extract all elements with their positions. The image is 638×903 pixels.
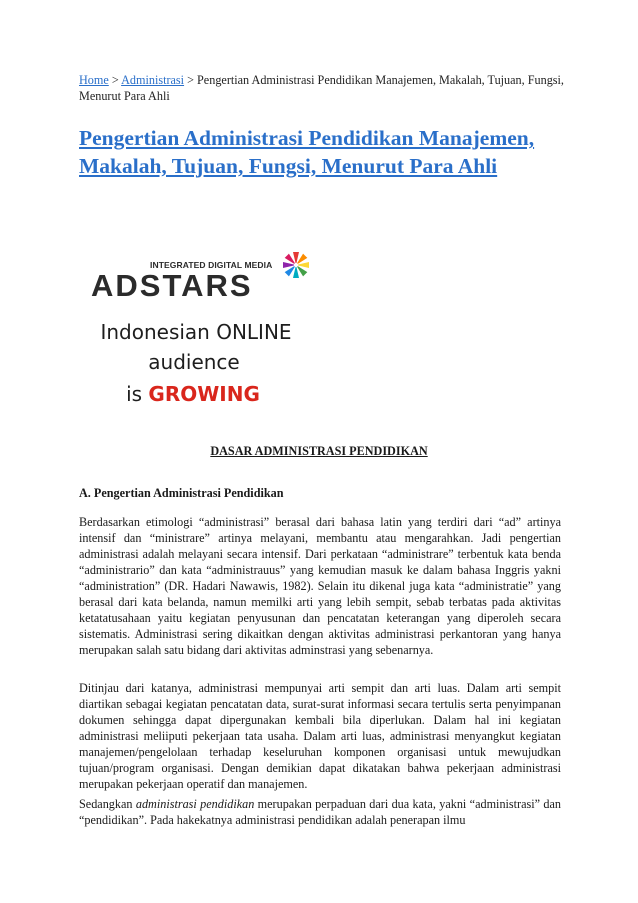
breadcrumb-category-link[interactable]: Administrasi bbox=[121, 73, 185, 87]
adstars-banner-ad[interactable] bbox=[84, 246, 324, 418]
ad-headline-prefix: is bbox=[126, 382, 149, 406]
breadcrumb bbox=[79, 72, 569, 104]
breadcrumb-separator: > bbox=[108, 73, 122, 87]
section-heading: DASAR ADMINISTRASI PENDIDIKAN bbox=[210, 444, 428, 458]
ad-highlight-text: GROWING bbox=[148, 382, 260, 406]
ad-headline-line-1: Indonesian ONLINE bbox=[100, 320, 292, 344]
ad-headline-line-2: audience bbox=[148, 350, 240, 374]
paragraph-text: Sedangkan bbox=[79, 797, 136, 811]
paragraph-etimologi: Berdasarkan etimologi “administrasi” berasal dari bahasa latin yang terdiri dari “ad” artinya intensif dan “ministrare” artinya melayani, membantu atau mengarahkan. Jadi pengertian administrasi adalah melayani secara intensif. Dari perkataan “administrare” terbentuk kata benda “administrario” dan kata “administrauus” yang kemudian masuk ke dalam bahasa Inggris yakni “administration” (DR. Hadari Nawawis, 1982). Selain itu dikenal juga kata “administratie” yang berasal dari kata belanda, namun memilki arti yang lebih sempit, sebab terbatas pada aktivitas ketatatusahaan yaitu kegiatan penyusunan dan pencatatan keterangan yang diperoleh secara sistematis. Administrasi sering dikaitkan dengan aktivitas administrasi perkantoran yang hanya merupakan salah satu bidang dari aktivitas adminstrasi yang sebenarnya. bbox=[79, 515, 561, 657]
paragraph-text: merupakan perpaduan dari dua kata, yakni “administrasi” dan “pendidikan”. Pada hakekatnya administrasi pendidikan adalah penerapan ilmu bbox=[79, 797, 562, 827]
breadcrumb-home-link[interactable]: Home bbox=[79, 73, 109, 87]
sub-heading: A. Pengertian Administrasi Pendidikan bbox=[79, 486, 284, 500]
breadcrumb-separator: > bbox=[184, 73, 198, 87]
pinwheel-star-icon bbox=[281, 250, 311, 280]
ad-headline-line-3 bbox=[73, 382, 313, 406]
page-title[interactable]: Pengertian Administrasi Pendidikan Manajemen, Makalah, Tujuan, Fungsi, Menurut Para Ahli bbox=[79, 126, 535, 178]
emphasis-text: administrasi pendidikan bbox=[135, 797, 255, 811]
breadcrumb-current: Pengertian Administrasi Pendidikan Manajemen, Makalah, Tujuan, Fungsi, Menurut Para Ahli bbox=[79, 73, 564, 103]
ad-tagline: INTEGRATED DIGITAL MEDIA bbox=[150, 260, 273, 270]
ad-brand-logo-text: ADSTARS bbox=[91, 268, 253, 303]
paragraph-administrasi-pendidikan bbox=[79, 796, 561, 828]
paragraph-arti-sempit-luas: Ditinjau dari katanya, administrasi mempunyai arti sempit dan arti luas. Dalam arti sempit diartikan sebagai kegiatan pencatatan data, surat-surat informasi secara tertulis serta penyimpanan dokumen sehingga dapat dipergunakan kembali bila diperlukan. Dalam hal ini kegiatan administrasi meliiputi pekerjaan tata usaha. Dalam arti luas, administrasi menyangkut kegiatan manajemen/pengelolaan terhadap keseluruhan komponen organisasi untuk mewujudkan tujuan/program organisasi. Dengan demikian dapat dikatakan bahwa pekerjaan administrasi merupakan pekerjaan operatif dan manajemen. bbox=[79, 681, 561, 791]
